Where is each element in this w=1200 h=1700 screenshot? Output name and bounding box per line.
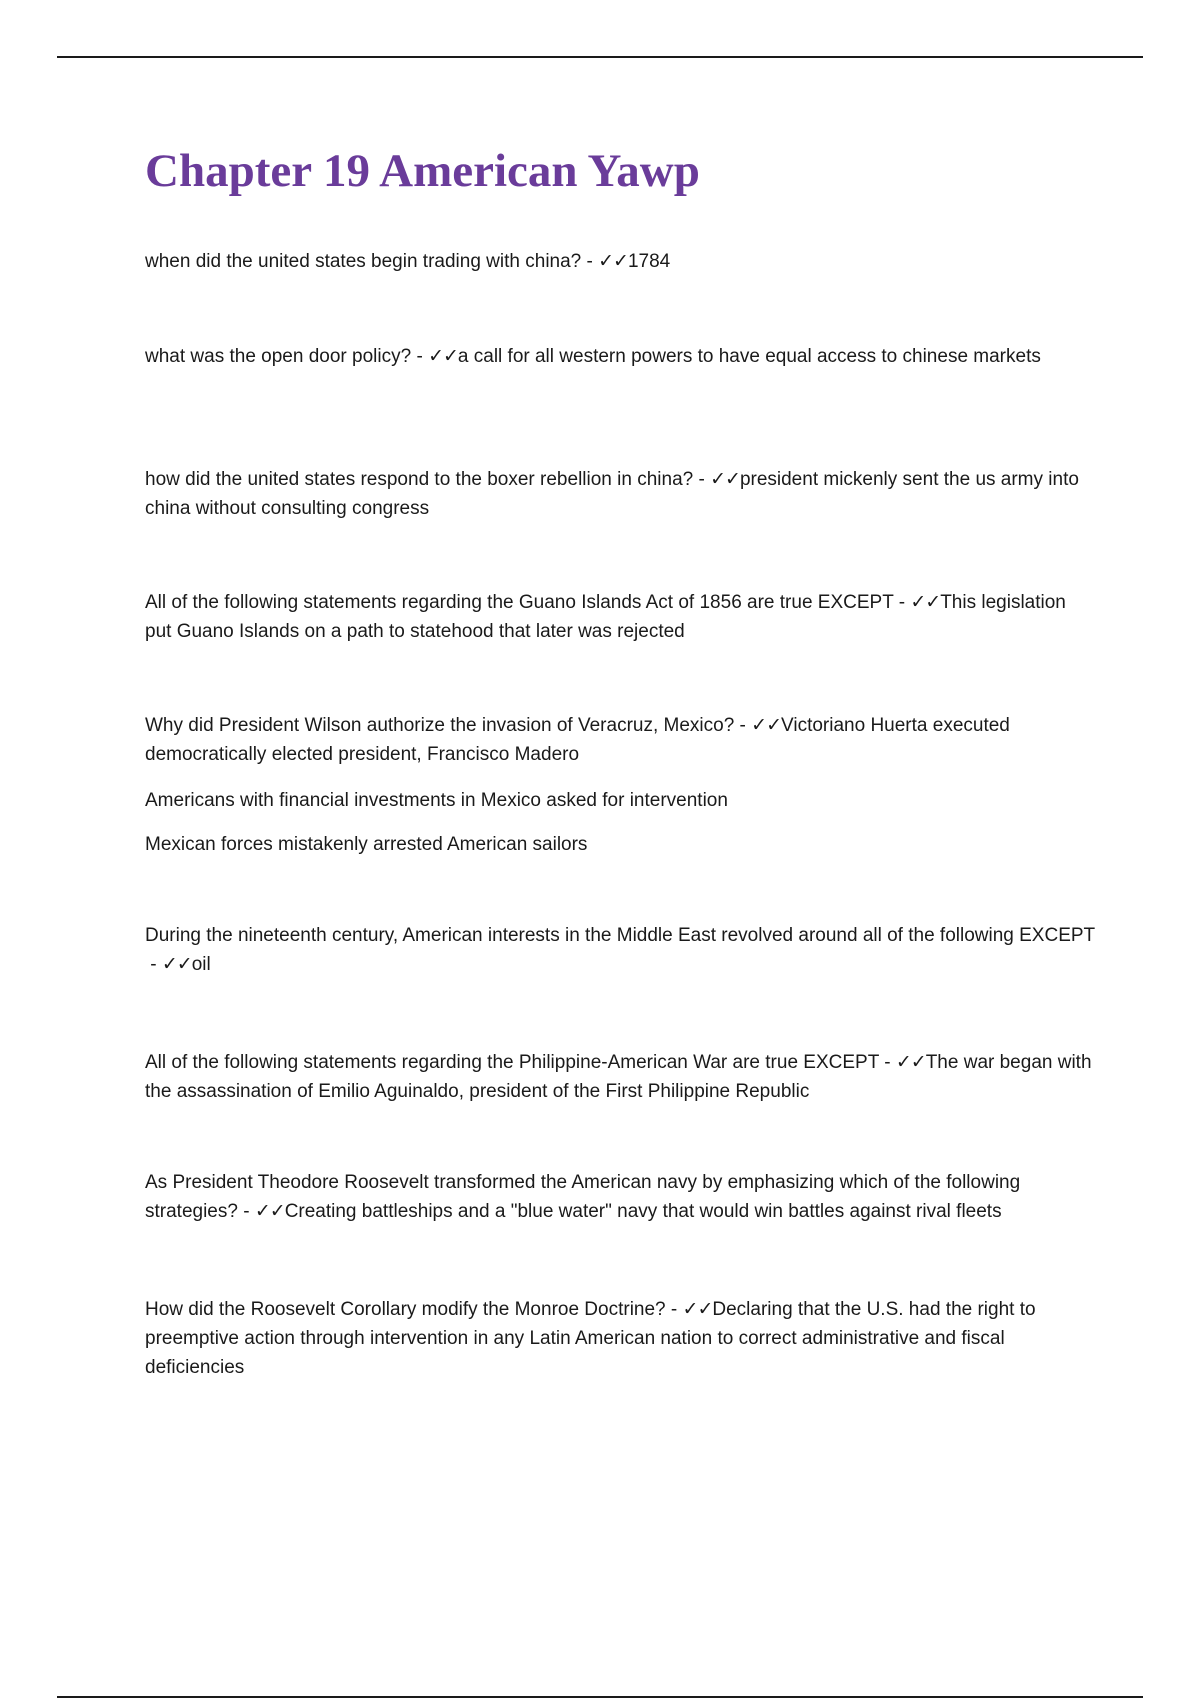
check-mark-icon: ✓✓ [254, 1201, 285, 1222]
answer-text: Declaring that the U.S. had the right to preemptive action through intervention in any Latin American nation to correct administrative and fiscal deficiencies [145, 1299, 1036, 1378]
answer-text: Victoriano Huerta executed democratically elected president, Francisco Madero [145, 715, 1010, 765]
question-text: As President Theodore Roosevelt transformed the American navy by emphasizing which of the following strategies? [145, 1172, 1021, 1222]
top-rule [57, 56, 1143, 58]
qa-item-7 [145, 1048, 1095, 1106]
separator: - [734, 715, 752, 736]
separator: - [665, 1299, 683, 1320]
separator: - [145, 954, 162, 975]
qa-item-4 [145, 588, 1095, 646]
separator: - [411, 346, 429, 367]
question-text: During the nineteenth century, American interests in the Middle East revolved around all of the following EXCEPT [145, 925, 1095, 946]
check-mark-icon: ✓✓ [598, 251, 628, 272]
qa-item-9 [145, 1295, 1095, 1382]
bottom-rule [57, 1696, 1143, 1698]
answer-text: a call for all western powers to have equal access to chinese markets [457, 346, 1041, 367]
check-mark-icon: ✓✓ [895, 1052, 926, 1073]
qa-item-8 [145, 1168, 1095, 1226]
question-text: Why did President Wilson authorize the invasion of Veracruz, Mexico? [145, 715, 735, 736]
separator: - [237, 1201, 255, 1222]
check-mark-icon: ✓✓ [161, 954, 192, 975]
separator: - [878, 1052, 896, 1073]
qa-item-5-extra-line: Americans with financial investments in Mexico asked for intervention [145, 790, 728, 811]
answer-text: 1784 [627, 251, 671, 272]
question-text: All of the following statements regarding the Guano Islands Act of 1856 are true EXCEPT [145, 592, 894, 613]
qa-item-5-extra-line: Mexican forces mistakenly arrested American sailors [145, 834, 588, 855]
qa-item-1 [145, 247, 1095, 276]
separator: - [693, 469, 711, 490]
question-text: How did the Roosevelt Corollary modify the Monroe Doctrine? [145, 1299, 666, 1320]
check-mark-icon: ✓✓ [428, 346, 458, 367]
separator: - [893, 592, 911, 613]
separator: - [581, 251, 599, 272]
check-mark-icon: ✓✓ [751, 715, 782, 736]
check-mark-icon: ✓✓ [910, 592, 941, 613]
question-text: All of the following statements regarding the Philippine-American War are true EXCEPT [145, 1052, 879, 1073]
answer-text: Creating battleships and a "blue water" navy that would win battles against rival fleets [284, 1201, 1002, 1222]
qa-item-3 [145, 465, 1095, 523]
check-mark-icon: ✓✓ [682, 1299, 713, 1320]
page-title: Chapter 19 American Yawp [145, 145, 700, 197]
qa-item-2 [145, 342, 1095, 371]
qa-item-6 [145, 921, 1095, 979]
answer-text: president mickenly sent the us army into china without consulting congress [145, 469, 1079, 519]
question-text: what was the open door policy? [145, 346, 412, 367]
answer-text: The war began with the assassination of Emilio Aguinaldo, president of the First Philippine Republic [145, 1052, 1092, 1102]
qa-item-5 [145, 711, 1095, 769]
question-text: when did the united states begin trading with china? [145, 251, 582, 272]
question-text: how did the united states respond to the boxer rebellion in china? [145, 469, 694, 490]
answer-text: This legislation put Guano Islands on a path to statehood that later was rejected [145, 592, 1066, 642]
check-mark-icon: ✓✓ [710, 469, 740, 490]
answer-text: oil [191, 954, 211, 975]
